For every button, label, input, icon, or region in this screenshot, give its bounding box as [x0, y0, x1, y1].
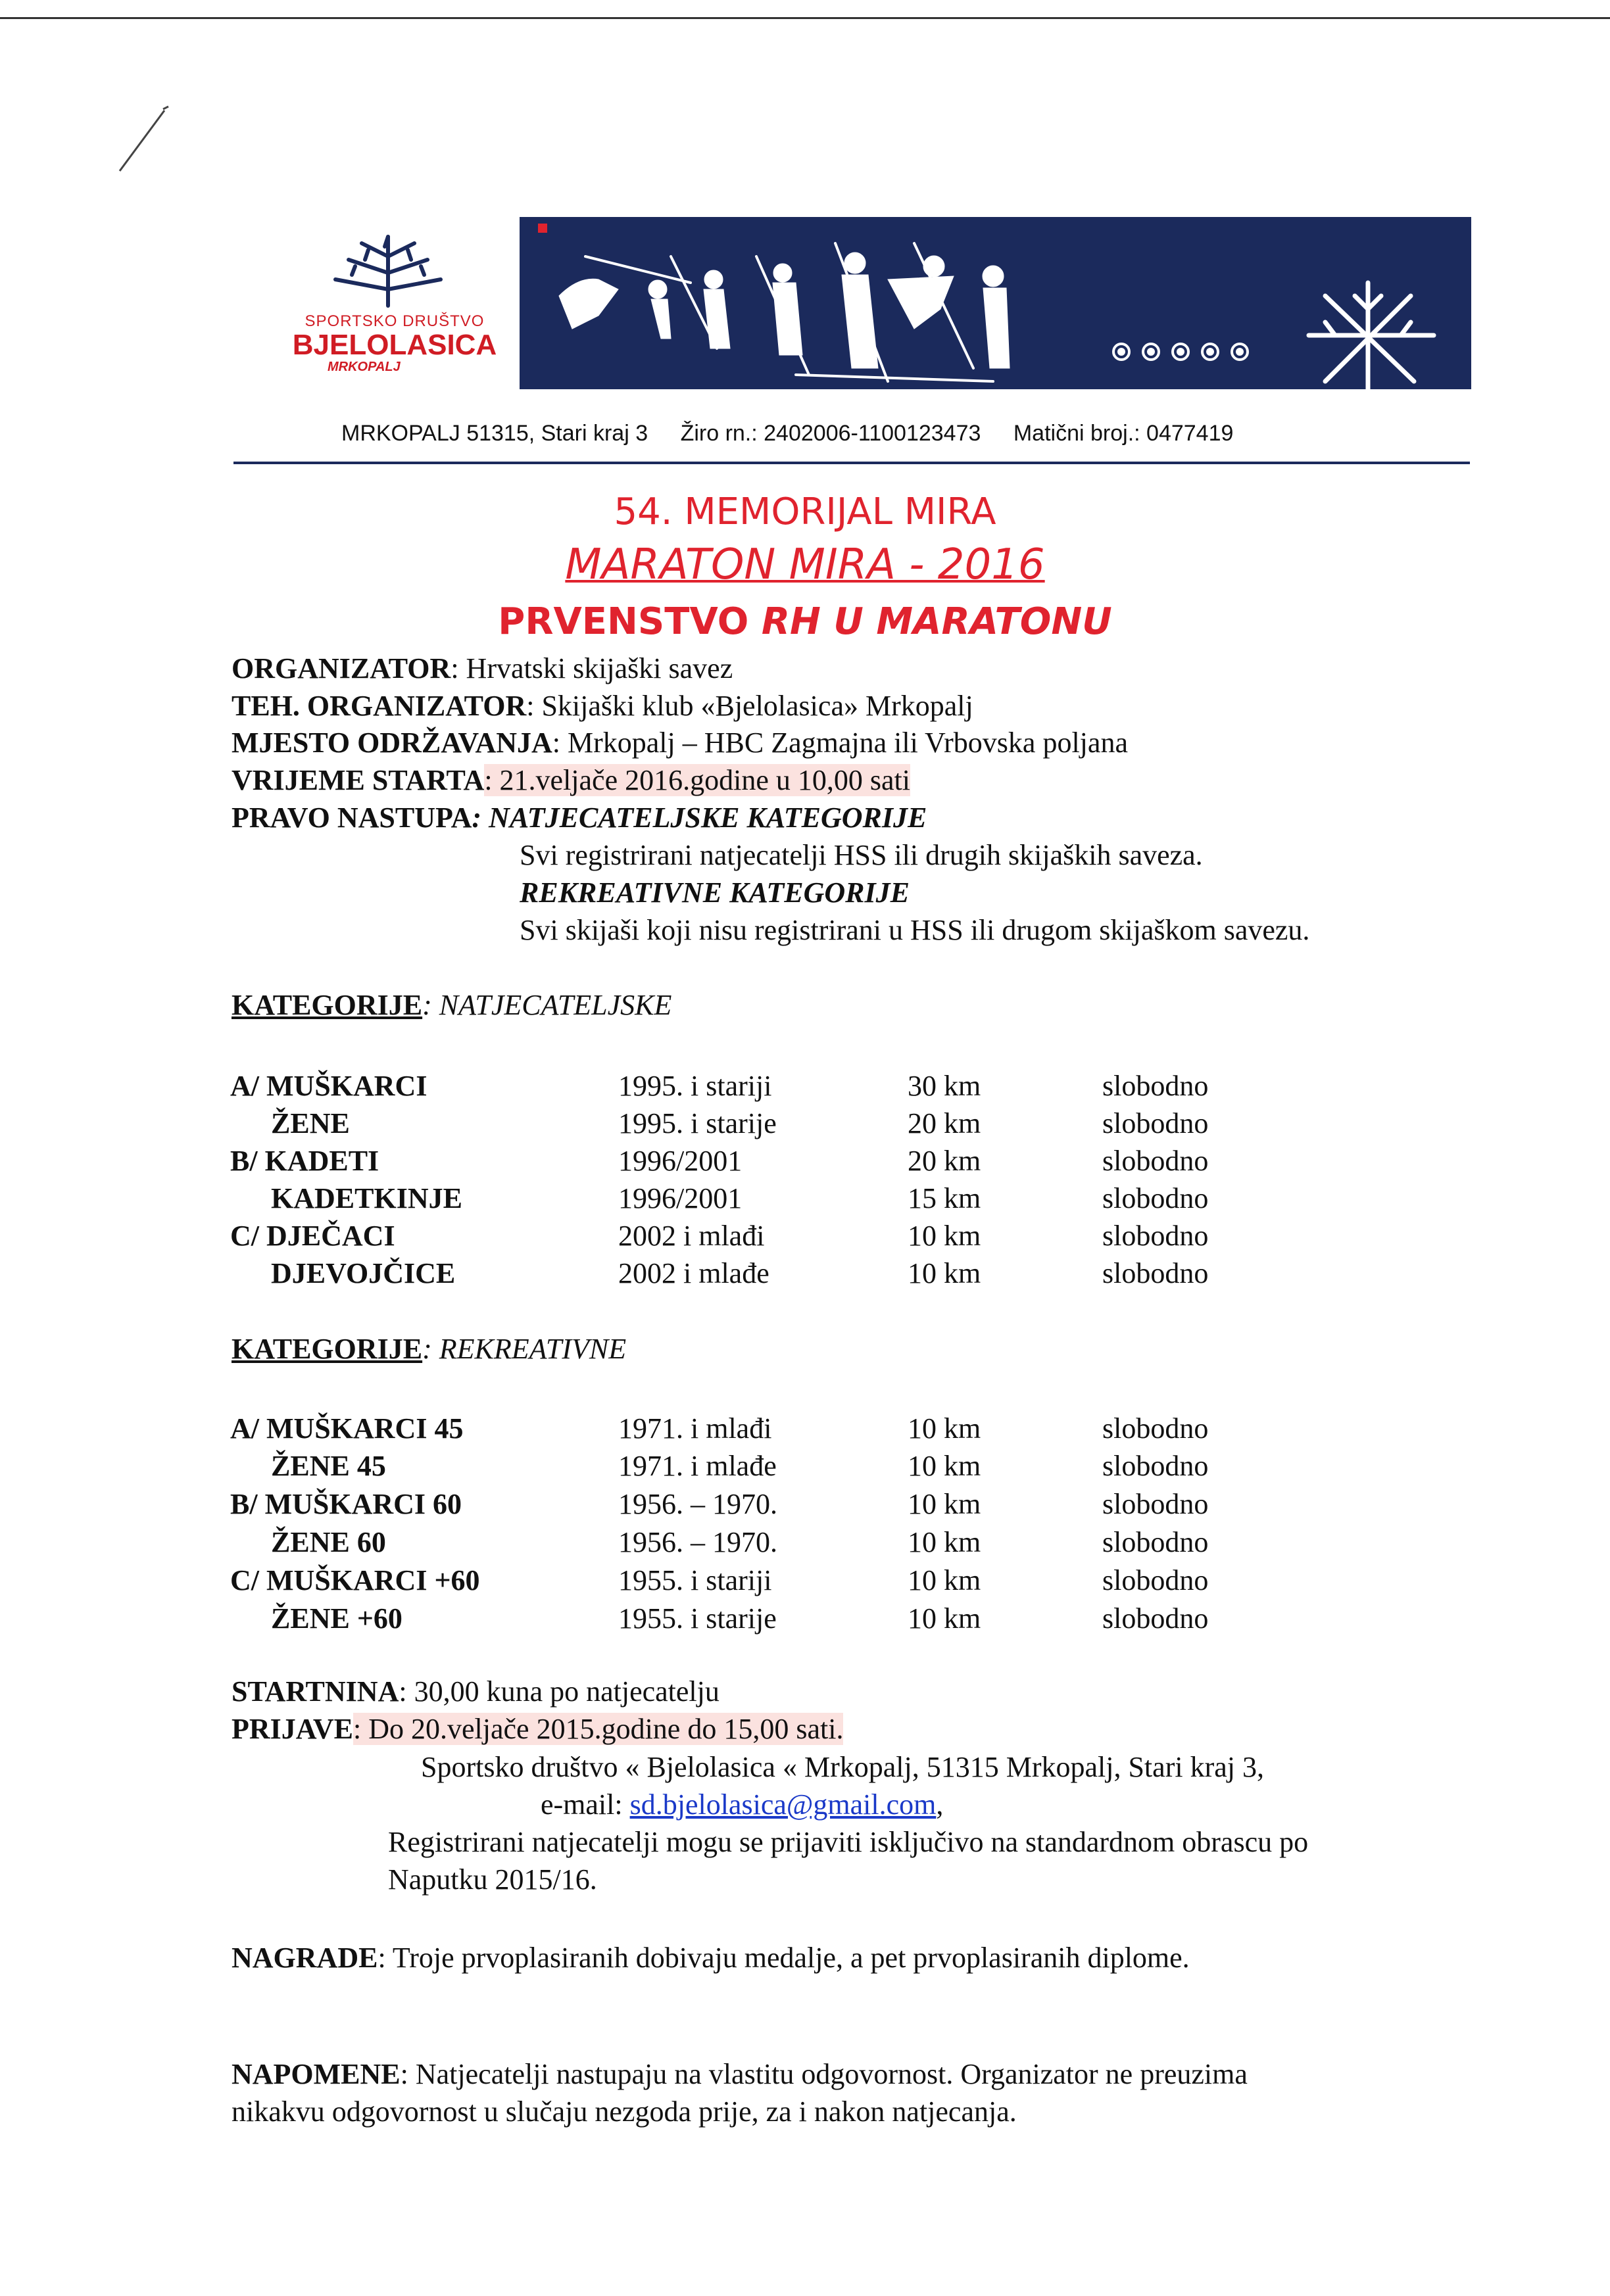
row-name: ŽENE	[271, 1107, 350, 1139]
registration-note-line1: Registrirani natjecatelji mogu se prijaviti isključivo na standardnom obrascu po	[388, 1826, 1309, 1858]
row-years: 2002 i mlađi	[618, 1220, 765, 1252]
table-row	[0, 1602, 1610, 1635]
row-years: 1955. i stariji	[618, 1564, 772, 1596]
table-row	[0, 1182, 1610, 1215]
tech-organizer-value: : Skijaški klub «Bjelolasica» Mrkopalj	[526, 690, 973, 722]
skiers-banner	[520, 217, 1471, 389]
eligibility-line	[232, 801, 927, 834]
row-name: A/ MUŠKARCI 45	[230, 1412, 464, 1445]
table-row	[0, 1070, 1610, 1103]
row-style: slobodno	[1102, 1107, 1209, 1139]
address-place: MRKOPALJ 51315, Stari kraj 3	[341, 421, 648, 446]
row-distance: 10 km	[908, 1450, 981, 1482]
row-distance: 10 km	[908, 1526, 981, 1558]
row-distance: 10 km	[908, 1564, 981, 1596]
row-style: slobodno	[1102, 1257, 1209, 1289]
notes-line2: nikakvu odgovornost u slučaju nezgoda prije, za i nakon natjecanja.	[232, 2095, 1017, 2128]
row-style: slobodno	[1102, 1488, 1209, 1520]
prizes-value: : Troje prvoplasiranih dobivaju medalje, a pet prvoplasiranih diplome.	[378, 1942, 1190, 1974]
entry-fee-line	[232, 1675, 720, 1708]
row-name: C/ MUŠKARCI +60	[230, 1564, 480, 1596]
row-years: 1996/2001	[618, 1182, 743, 1214]
row-style: slobodno	[1102, 1145, 1209, 1177]
recreational-heading	[232, 1332, 626, 1366]
tech-organizer-label: TEH. ORGANIZATOR	[232, 690, 527, 722]
row-name: A/ MUŠKARCI	[230, 1070, 427, 1102]
row-distance: 10 km	[908, 1220, 981, 1252]
snowflake-tree-icon	[289, 230, 500, 309]
eligibility-line4: Svi skijaši koji nisu registrirani u HSS ili drugom skijaškom savezu.	[520, 914, 1310, 946]
eligibility-value: : NATJECATELJSKE KATEGORIJE	[472, 801, 927, 834]
prizes-line	[232, 1942, 1190, 1974]
notes-line	[232, 2058, 1248, 2091]
logo-line3: MRKOPALJ	[328, 360, 401, 374]
registration-note-line2: Naputku 2015/16.	[388, 1863, 597, 1896]
row-style: slobodno	[1102, 1412, 1209, 1445]
registration-address: Sportsko društvo « Bjelolasica « Mrkopalj, 51315 Mrkopalj, Stari kraj 3,	[421, 1751, 1264, 1783]
recreational-heading-label: KATEGORIJE	[232, 1333, 423, 1365]
table-row	[0, 1488, 1610, 1521]
row-years: 2002 i mlađe	[618, 1257, 769, 1289]
eligibility-line3: REKREATIVNE KATEGORIJE	[520, 876, 910, 909]
marathon-title: MARATON MIRA - 2016	[565, 540, 1045, 589]
row-name: C/ DJEČACI	[230, 1220, 395, 1252]
pen-mark	[112, 105, 171, 178]
entry-fee-label: STARTNINA	[232, 1675, 399, 1708]
start-time-line	[232, 764, 910, 797]
tech-organizer-line	[232, 690, 973, 723]
competitive-heading-label: KATEGORIJE	[232, 989, 423, 1021]
registration-value: : Do 20.veljače 2015.godine do 15,00 sati.	[353, 1713, 844, 1745]
row-distance: 10 km	[908, 1412, 981, 1445]
organizer-label: ORGANIZATOR	[232, 652, 451, 684]
row-style: slobodno	[1102, 1526, 1209, 1558]
registration-label: PRIJAVE	[232, 1713, 354, 1745]
row-distance: 10 km	[908, 1488, 981, 1520]
registration-email-line	[541, 1788, 943, 1821]
championship-title	[0, 600, 1610, 643]
row-style: slobodno	[1102, 1564, 1209, 1596]
table-row	[0, 1145, 1610, 1178]
entry-fee-value: : 30,00 kuna po natjecatelju	[399, 1675, 720, 1708]
row-style: slobodno	[1102, 1220, 1209, 1252]
address-line	[341, 421, 1459, 446]
notes-label: NAPOMENE	[232, 2058, 401, 2090]
competitive-heading-value: : NATJECATELJSKE	[422, 989, 672, 1021]
header-divider	[233, 462, 1470, 464]
eligibility-label: PRAVO NASTUPA	[232, 801, 472, 834]
row-distance: 10 km	[908, 1602, 981, 1635]
top-border-line	[0, 17, 1610, 19]
logo-line2: BJELOLASICA	[292, 329, 497, 361]
venue-value: : Mrkopalj – HBC Zagmajna ili Vrbovska poljana	[552, 727, 1128, 759]
competitive-heading	[232, 988, 671, 1022]
row-name: DJEVOJČICE	[271, 1257, 456, 1289]
row-years: 1956. – 1970.	[618, 1526, 777, 1558]
row-name: ŽENE +60	[271, 1602, 402, 1635]
venue-label: MJESTO ODRŽAVANJA	[232, 727, 552, 759]
championship-title-a: PRVENSTVO	[498, 600, 762, 643]
club-logo	[289, 230, 500, 388]
email-tail: ,	[936, 1788, 944, 1821]
table-row	[0, 1526, 1610, 1559]
championship-title-b: RH U MARATONU	[761, 600, 1112, 643]
logo-line1: SPORTSKO DRUŠTVO	[305, 312, 485, 330]
row-years: 1995. i stariji	[618, 1070, 772, 1102]
registration-line	[232, 1713, 843, 1746]
address-registration: Matični broj.: 0477419	[1013, 421, 1234, 446]
row-years: 1956. – 1970.	[618, 1488, 777, 1520]
row-distance: 20 km	[908, 1145, 981, 1177]
row-years: 1996/2001	[618, 1145, 743, 1177]
row-years: 1955. i starije	[618, 1602, 777, 1635]
row-style: slobodno	[1102, 1182, 1209, 1214]
organizer-line	[232, 652, 733, 685]
row-name: B/ KADETI	[230, 1145, 379, 1177]
start-time-value: : 21.veljače 2016.godine u 10,00 sati	[484, 764, 910, 796]
row-years: 1995. i starije	[618, 1107, 777, 1139]
table-row	[0, 1220, 1610, 1253]
row-distance: 20 km	[908, 1107, 981, 1139]
table-row	[0, 1564, 1610, 1597]
row-name: ŽENE 45	[271, 1450, 386, 1482]
row-distance: 10 km	[908, 1257, 981, 1289]
row-style: slobodno	[1102, 1070, 1209, 1102]
row-years: 1971. i mlađi	[618, 1412, 772, 1445]
eligibility-line2: Svi registrirani natjecatelji HSS ili drugih skijaških saveza.	[520, 839, 1203, 871]
start-time-label: VRIJEME STARTA	[232, 764, 485, 796]
table-row	[0, 1107, 1610, 1140]
address-account: Žiro rn.: 2402006-1100123473	[680, 421, 981, 446]
row-distance: 15 km	[908, 1182, 981, 1214]
table-row	[0, 1412, 1610, 1445]
row-distance: 30 km	[908, 1070, 981, 1102]
prizes-label: NAGRADE	[232, 1942, 378, 1974]
email-label: e-mail:	[541, 1788, 630, 1821]
table-row	[0, 1450, 1610, 1483]
row-years: 1971. i mlađe	[618, 1450, 777, 1482]
row-style: slobodno	[1102, 1602, 1209, 1635]
email-link[interactable]: sd.bjelolasica@gmail.com	[629, 1788, 937, 1821]
row-name: ŽENE 60	[271, 1526, 386, 1558]
venue-line	[232, 727, 1128, 759]
recreational-heading-value: : REKREATIVNE	[422, 1333, 627, 1365]
row-name: B/ MUŠKARCI 60	[230, 1488, 462, 1520]
notes-value: : Natjecatelji nastupaju na vlastitu odgovornost. Organizator ne preuzima	[400, 2058, 1248, 2090]
organizer-value: : Hrvatski skijaški savez	[451, 652, 733, 684]
memorial-title: 54. MEMORIJAL MIRA	[614, 490, 996, 533]
table-row	[0, 1257, 1610, 1290]
row-name: KADETKINJE	[271, 1182, 462, 1214]
row-style: slobodno	[1102, 1450, 1209, 1482]
